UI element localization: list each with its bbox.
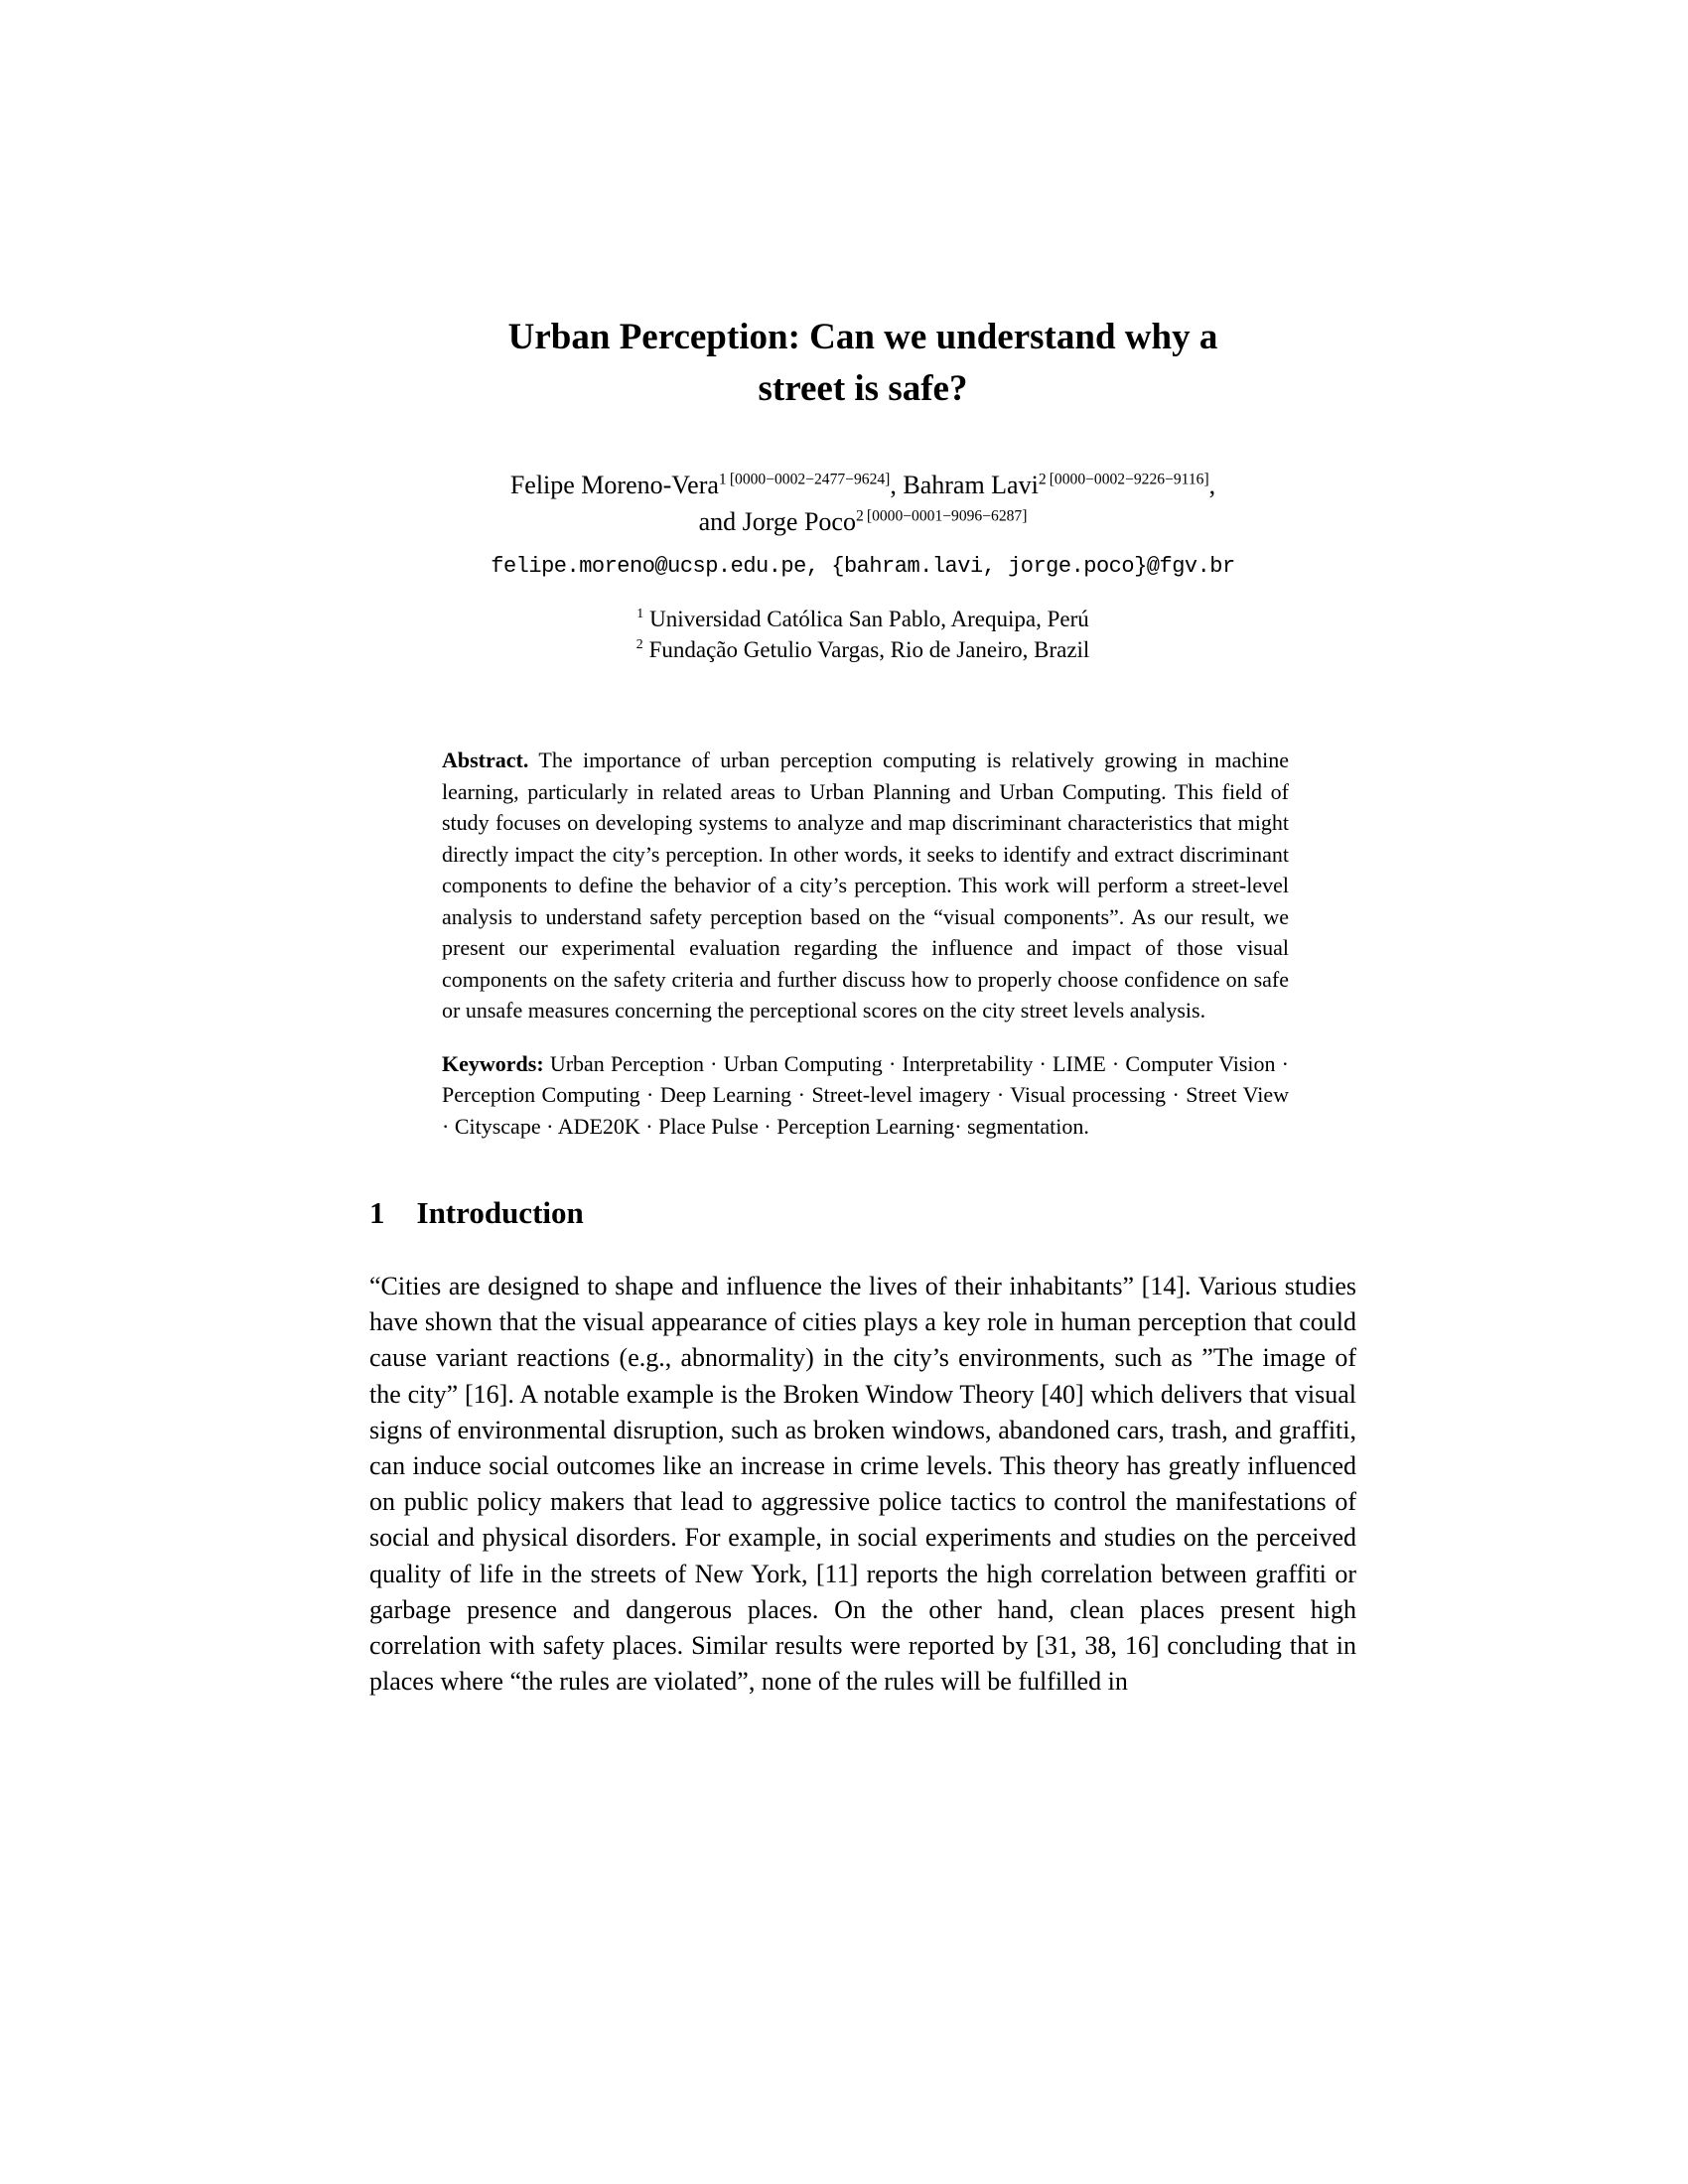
author-name: Bahram Lavi <box>903 471 1039 499</box>
affiliation-text: Universidad Católica San Pablo, Arequipa, Perú <box>649 607 1089 631</box>
author-separator: , <box>1208 471 1216 499</box>
affiliations <box>369 604 1356 665</box>
affiliation-marker: 1 <box>636 606 644 621</box>
section-title: Introduction <box>416 1195 584 1230</box>
affiliation-2 <box>369 634 1356 665</box>
authors-line-2 <box>369 503 1356 540</box>
author-orcid: 1 [0000−0002−2477−9624] <box>718 471 891 488</box>
affiliation-text: Fundação Getulio Vargas, Rio de Janeiro, Brazil <box>648 637 1090 662</box>
abstract-text: The importance of urban perception computing is relatively growing in machine learning, particularly in related areas to Urban Planning and Urban Computing. This field of study focuses on developing systems to analyze and map discriminant characteristics that might directly impact the city’s perception. In other words, it seeks to identify and extract discriminant components to define the behavior of a city’s perception. This work will perform a street-level analysis to understand safety perception based on the “visual components”. As our result, we present our experimental evaluation regarding the influence and impact of those visual components on the safety criteria and further discuss how to properly choose confidence on safe or unsafe measures concerning the perceptional scores on the city street levels analysis. <box>442 748 1289 1023</box>
authors-line-1 <box>369 467 1356 503</box>
authors <box>369 467 1356 540</box>
page-title <box>369 312 1356 415</box>
keywords-text: Urban Perception · Urban Computing · Interpretability · LIME · Computer Vision · Perception Computing · Deep Learning · Street-level imagery · Visual processing · Street View · Cityscape · ADE20K · Place Pulse · Perception Learning· segmentation. <box>442 1050 1289 1139</box>
author-emails: felipe.moreno@ucsp.edu.pe, {bahram.lavi, jorge.poco}@fgv.br <box>491 554 1235 579</box>
author-orcid: 2 [0000−0002−9226−9116] <box>1038 471 1209 488</box>
keywords-label: Keywords: <box>442 1050 544 1076</box>
author-separator: , <box>890 471 904 499</box>
keywords <box>442 1048 1289 1143</box>
section-number: 1 <box>369 1195 385 1230</box>
affiliation-marker: 2 <box>635 636 643 652</box>
author-orcid: 2 [0000−0001−9096−6287] <box>855 507 1028 525</box>
abstract <box>442 745 1289 1026</box>
title-line-1: Urban Perception: Can we understand why a <box>507 317 1218 357</box>
author-name: Felipe Moreno-Vera <box>509 471 719 499</box>
introduction-paragraph: “Cities are designed to shape and influence the lives of their inhabitants” [14]. Various studies have shown that the visual appearance of cities plays a key role in human perception that could cause variant reactions (e.g., abnormality) in the city’s environments, such as ”The image of the city” [16]. A notable example is the Broken Window Theory [40] which delivers that visual signs of environmental disruption, such as broken windows, abandoned cars, trash, and graffiti, can induce social outcomes like an increase in crime levels. This theory has greatly influenced on public policy makers that lead to aggressive police tactics to control the manifestations of social and physical disorders. For example, in social experiments and studies on the perceived quality of life in the streets of New York, [11] reports the high correlation between graffiti or garbage presence and dangerous places. On the other hand, clean places present high correlation with safety places. Similar results were reported by [31, 38, 16] concluding that in places where “the rules are violated”, none of the rules will be fulfilled in <box>369 1272 1356 1697</box>
text-column <box>369 0 1356 1700</box>
affiliation-1 <box>369 604 1356 634</box>
abstract-label: Abstract. <box>442 748 529 772</box>
title-line-2: street is safe? <box>758 368 968 409</box>
section-heading-introduction <box>369 1195 1356 1231</box>
author-name: and Jorge Poco <box>698 507 856 536</box>
